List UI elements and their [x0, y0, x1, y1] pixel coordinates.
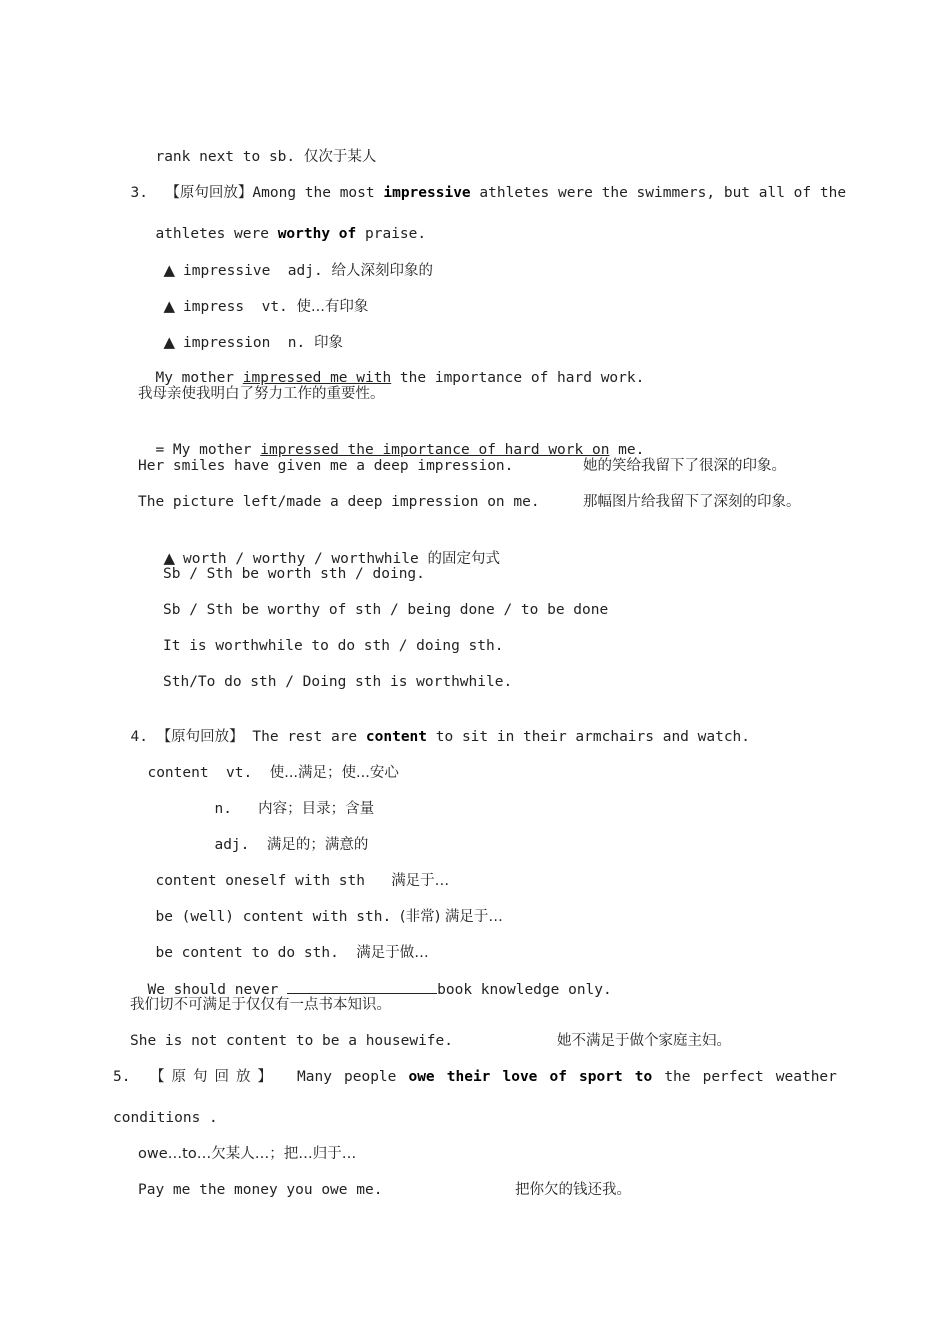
example-cn: 她的笑给我留下了很深的印象。	[583, 458, 786, 474]
phrase-translation: 仅次于某人	[303, 149, 377, 165]
part-of-speech: adj.	[214, 837, 250, 853]
section-tag: 【原句回放】	[156, 729, 244, 745]
tag-char: 回	[214, 1069, 229, 1085]
example-cn: 那幅图片给我留下了深刻的印象。	[583, 494, 801, 510]
item-number-5: 5.	[113, 1069, 131, 1085]
sentence-part: The rest are	[252, 729, 358, 745]
keyword: impressive	[383, 185, 471, 201]
fill-in-blank	[287, 979, 437, 994]
item-3-sentence-cont	[138, 204, 426, 244]
keyword: owe	[408, 1069, 435, 1085]
part-of-speech: adj.	[287, 263, 323, 279]
item-number: 4.	[130, 729, 148, 745]
part-of-speech: vt.	[261, 299, 288, 315]
section-tag: 【原句回放】	[165, 185, 253, 201]
example-en: Pay me the money you owe me.	[138, 1182, 383, 1198]
triangle-bullet-icon: ▲	[163, 549, 176, 567]
keyword: of	[549, 1069, 567, 1085]
item-5-sentence	[297, 1067, 837, 1087]
example-en: She is not content to be a housewife.	[130, 1033, 454, 1049]
word: content	[147, 765, 209, 781]
item-number: 3.	[130, 185, 148, 201]
word: weather	[775, 1069, 837, 1085]
triangle-bullet-icon: ▲	[163, 333, 176, 351]
word: perfect	[702, 1069, 764, 1085]
sentence-part: We should never	[147, 982, 279, 998]
word: impressive	[183, 263, 271, 279]
example-line	[138, 348, 644, 388]
word: worth / worthy / worthwhile	[183, 551, 419, 567]
keyword: their	[446, 1069, 491, 1085]
item-3-heading	[113, 163, 846, 203]
meaning: 满足于…	[391, 873, 450, 889]
underlined-phrase: impressed me with	[242, 370, 392, 386]
keyword: worthy of	[277, 226, 357, 242]
sentence-part: My mother	[155, 370, 235, 386]
phrase-line	[138, 127, 376, 167]
part-of-speech: n.	[214, 801, 232, 817]
definition-line: owe…to…欠某人…；把…归于…	[138, 1146, 357, 1162]
meaning: 满足于做…	[356, 945, 429, 961]
phrase-text: rank next to sb.	[155, 149, 296, 165]
sentence-part: = My mother	[155, 442, 252, 458]
part-of-speech: n.	[287, 335, 306, 351]
meaning: 内容；目录；含量	[258, 801, 375, 817]
word: impress	[183, 299, 245, 315]
example-cn: 她不满足于做个家庭主妇。	[557, 1033, 731, 1049]
section-tag-spaced	[150, 1067, 272, 1087]
example-en: The picture left/made a deep impression on me.	[138, 494, 540, 510]
tag-char: 【	[150, 1069, 165, 1085]
underlined-phrase: impressed the importance of hard work on	[260, 442, 610, 458]
meaning: 使...有印象	[296, 299, 369, 315]
word: Many	[297, 1069, 332, 1085]
pattern-line: Sb / Sth be worthy of sth / being done / to be done	[163, 602, 609, 618]
collocation-line	[138, 923, 429, 963]
bullet-line	[146, 312, 343, 353]
meaning: 给人深刻印象的	[331, 263, 433, 279]
item-4-heading	[113, 707, 750, 747]
example-cn: 把你欠的钱还我。	[515, 1182, 631, 1198]
bullet-line	[146, 240, 433, 281]
pattern-line: It is worthwhile to do sth / doing sth.	[163, 638, 504, 654]
tag-char: 】	[257, 1069, 272, 1085]
keyword: sport	[579, 1069, 623, 1085]
bullet-line	[146, 528, 500, 569]
exercise-translation: 我们切不可满足于仅仅有一点书本知识。	[130, 997, 391, 1013]
collocation: be content to do sth.	[155, 945, 339, 961]
keyword: content	[365, 729, 428, 745]
tag-char: 放	[236, 1069, 251, 1085]
example-translation: 我母亲使我明白了努力工作的重要性。	[138, 386, 385, 402]
word: people	[344, 1069, 397, 1085]
sentence-part: athletes were the swimmers, but all of the	[479, 185, 847, 201]
pattern-line: Sb / Sth be worth sth / doing.	[163, 566, 425, 582]
meaning: 使...满足；使...安心	[269, 765, 399, 781]
part-of-speech: vt.	[226, 765, 253, 781]
word: impression	[183, 335, 271, 351]
meaning: 满足的；满意的	[266, 837, 369, 853]
bullet-line	[146, 276, 368, 317]
collocation-line	[138, 887, 503, 927]
exercise-line	[130, 959, 612, 1000]
tag-char: 句	[193, 1069, 208, 1085]
meaning: 的固定句式	[427, 551, 500, 567]
sentence-part: praise.	[365, 226, 427, 242]
sentence-part: Among the most	[252, 185, 375, 201]
example-en: Her smiles have given me a deep impression.	[138, 458, 514, 474]
keyword: love	[502, 1069, 538, 1085]
definition-line	[197, 779, 374, 819]
collocation: content oneself with sth	[155, 873, 365, 889]
triangle-bullet-icon: ▲	[163, 261, 176, 279]
word: the	[664, 1069, 691, 1085]
sentence-part: book knowledge only.	[437, 982, 612, 998]
collocation-line	[138, 851, 449, 891]
keyword: to	[634, 1069, 653, 1085]
meaning: 印象	[314, 335, 343, 351]
sentence-part: athletes were	[155, 226, 269, 242]
example-line	[138, 420, 644, 460]
definition-line	[197, 815, 368, 855]
meaning: (非常) 满足于…	[399, 909, 503, 925]
pattern-line: Sth/To do sth / Doing sth is worthwhile.	[163, 674, 513, 690]
sentence-part: me.	[618, 442, 645, 458]
tag-char: 原	[171, 1069, 186, 1085]
definition-line	[130, 743, 399, 783]
collocation: be (well) content with sth.	[155, 909, 392, 925]
item-5-sentence-cont: conditions .	[113, 1110, 218, 1126]
triangle-bullet-icon: ▲	[163, 297, 176, 315]
sentence-part: the importance of hard work.	[399, 370, 645, 386]
sentence-part: to sit in their armchairs and watch.	[435, 729, 751, 745]
